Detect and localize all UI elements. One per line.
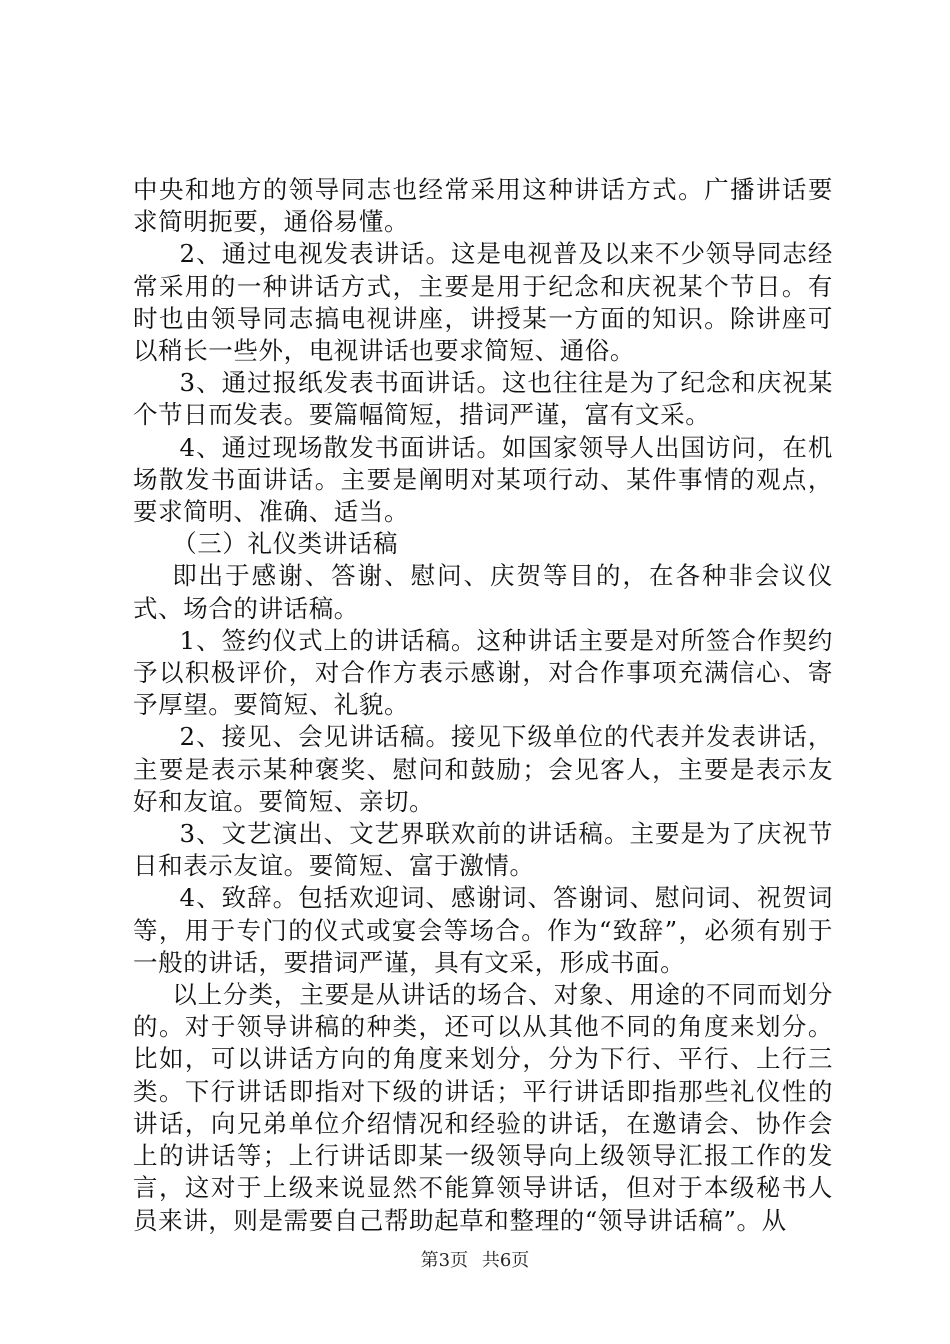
page-footer [0,1246,950,1272]
page-total: 共6页 [481,1250,530,1271]
paragraph-meeting-speech: 2、接见、会见讲话稿。接见下级单位的代表并发表讲话，主要是表示某种褒奖、慰问和鼓励；会见客人，主要是表示友好和友谊。要简短、亲切。 [133,722,833,816]
paragraph-onsite-speech: 4、通过现场散发书面讲话。如国家领导人出国访问，在机场散发书面讲话。主要是阐明对某项行动、某件事情的观点，要求简明、准确、适当。 [133,432,833,527]
section-heading-ceremonial: （三）礼仪类讲话稿 [172,529,399,559]
paragraph-performance-speech: 3、文艺演出、文艺界联欢前的讲话稿。主要是为了庆祝节日和表示友谊。要简短、富于激情。 [133,819,833,881]
paragraph-continuation: 中央和地方的领导同志也经常采用这种讲话方式。广播讲话要求简明扼要，通俗易懂。 [133,175,833,237]
paragraph-signing-ceremony: 1、签约仪式上的讲话稿。这种讲话主要是对所签合作契约予以积极评价，对合作方表示感谢，对合作事项充满信心、寄予厚望。要简短、礼貌。 [133,625,833,720]
paragraph-ceremonial-intro: 即出于感谢、答谢、慰问、庆贺等目的，在各种非会议仪式、场合的讲话稿。 [133,561,833,623]
paragraph-address: 4、致辞。包括欢迎词、感谢词、答谢词、慰问词、祝贺词等，用于专门的仪式或宴会等场合。作为“致辞”，必须有别于一般的讲话，要措词严谨，具有文采，形成书面。 [133,883,833,977]
paragraph-newspaper-speech: 3、通过报纸发表书面讲话。这也往往是为了纪念和庆祝某个节日而发表。要篇幅简短，措词严谨，富有文采。 [133,368,833,430]
paragraph-summary: 以上分类，主要是从讲话的场合、对象、用途的不同而划分的。对于领导讲稿的种类，还可以从其他不同的角度来划分。比如，可以讲话方向的角度来划分，分为下行、平行、上行三类。下行讲话即指对下级的讲话；平行讲话即指那些礼仪性的讲话，向兄弟单位介绍情况和经验的讲话，在邀请会、协作会上的讲话等；上行讲话即某一级领导向上级领导汇报工作的发言，这对于上级来说显然不能算领导讲话，但对于本级秘书人员来讲，则是需要自己帮助起草和整理的“领导讲话稿”。从 [133,980,833,1235]
body-text [133,174,833,1237]
paragraph-tv-speech: 2、通过电视发表讲话。这是电视普及以来不少领导同志经常采用的一种讲话方式，主要是用于纪念和庆祝某个节日。有时也由领导同志搞电视讲座，讲授某一方面的知识。除讲座可以稍长一些外，电视讲话也要求简短、通俗。 [133,239,833,366]
page-number: 第3页 [420,1250,469,1271]
